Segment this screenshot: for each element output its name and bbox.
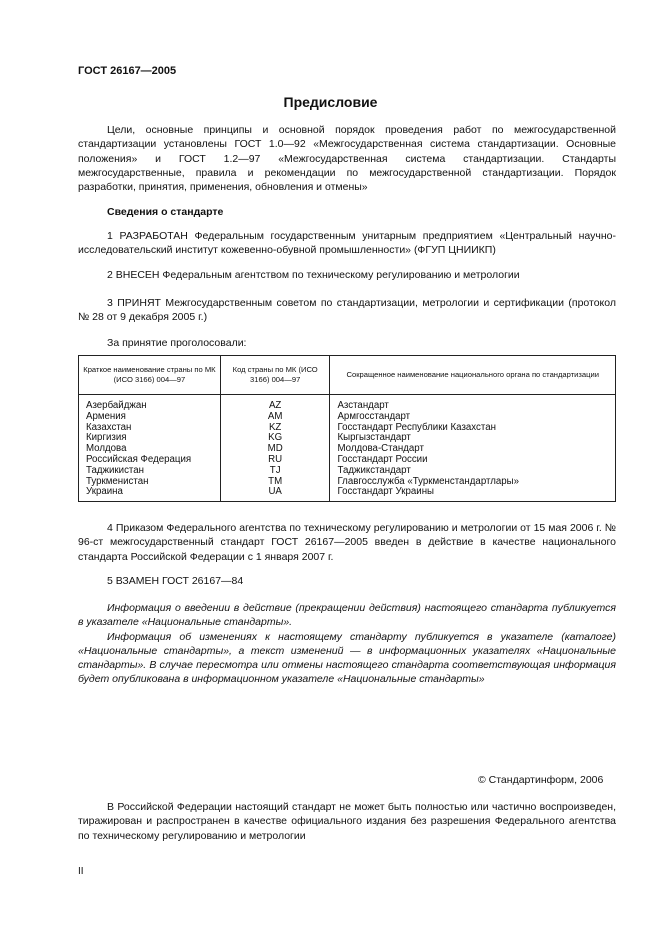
- item-4-text: 4 Приказом Федерального агентства по техническому регулированию и метрологии от 15 мая 2006 г. № 96-ст межгосударственный стандарт ГОСТ 26167—2005 введен в действие в качестве национального стандарта Российской Федерации с 1 января 2007 г.: [78, 522, 616, 563]
- country-cell: Туркменистан: [79, 477, 221, 488]
- country-cell: Киргизия: [79, 433, 221, 444]
- copyright-line: © Стандартинформ, 2006: [478, 774, 604, 786]
- country-cell: Таджикистан: [79, 466, 221, 477]
- country-cell: Российская Федерация: [79, 455, 221, 466]
- country-cell: Молдова: [79, 444, 221, 455]
- code-cell: AM: [220, 412, 330, 423]
- body-cell: Госстандарт России: [330, 455, 616, 466]
- body-cell: Таджикстандарт: [330, 466, 616, 477]
- country-cell: Армения: [79, 412, 221, 423]
- code-cell: TM: [220, 477, 330, 488]
- rights-paragraph: [78, 800, 616, 843]
- document-header: ГОСТ 26167—2005: [78, 65, 177, 77]
- code-cell: RU: [220, 455, 330, 466]
- notice-1-text: Информация о введении в действие (прекращении действия) настоящего стандарта публикуется в указателе «Национальные стандарты».: [78, 602, 616, 629]
- code-cell: UA: [220, 487, 330, 501]
- body-cell: Госстандарт Республики Казахстан: [330, 423, 616, 434]
- code-cell: MD: [220, 444, 330, 455]
- item-4-paragraph: [78, 521, 616, 564]
- body-cell: Кыргызстандарт: [330, 433, 616, 444]
- body-cell: Азстандарт: [330, 395, 616, 412]
- body-cell: Главгосслужба «Туркменстандартлары»: [330, 477, 616, 488]
- body-cell: Армгосстандарт: [330, 412, 616, 423]
- body-cell: Молдова-Стандарт: [330, 444, 616, 455]
- code-cell: AZ: [220, 395, 330, 412]
- item-3-text: 3 ПРИНЯТ Межгосударственным советом по стандартизации, метрологии и сертификации (протокол № 28 от 9 декабря 2005 г.): [78, 297, 616, 324]
- item-3-paragraph: [78, 296, 616, 325]
- intro-text: Цели, основные принципы и основной порядок проведения работ по межгосударственной стандартизации установлены ГОСТ 1.0—92 «Межгосударственная система стандартизации. Основные положения» и ГОСТ 1.2—97 «Межгосударственная система стандартизации. Стандарты межгосударственные, правила и рекомендации по межгосударственной стандартизации. Порядок разработки, принятия, применения, обновления и отмены»: [78, 124, 616, 194]
- code-cell: KG: [220, 433, 330, 444]
- vote-label: За принятие проголосовали:: [107, 337, 247, 349]
- page-title: Предисловие: [283, 94, 378, 110]
- table-row: [79, 466, 616, 477]
- item-2-text: 2 ВНЕСЕН Федеральным агентством по техническому регулированию и метрологии: [107, 269, 520, 281]
- table-row: [79, 487, 616, 501]
- rights-text: В Российской Федерации настоящий стандарт не может быть полностью или частично воспроизведен, тиражирован и распространен в качестве официального издания без разрешения Федерального агентства по техническому регулированию и метрологии: [78, 801, 616, 842]
- code-cell: TJ: [220, 466, 330, 477]
- code-cell: KZ: [220, 423, 330, 434]
- notice-2-text: Информация об изменениях к настоящему стандарту публикуется в указателе (каталоге) «Национальные стандарты», а текст изменений — в информационных указателях «Национальные стандарты». В случае пересмотра или отмены настоящего стандарта соответствующая информация будет опубликована в информационном указателе «Национальные стандарты»: [78, 630, 616, 686]
- header-country: Краткое наименование страны по МК (ИСО 3166) 004—97: [79, 356, 221, 395]
- info-heading: Сведения о стандарте: [107, 206, 224, 218]
- item-1-paragraph: [78, 229, 616, 258]
- intro-paragraph: [78, 123, 616, 194]
- body-cell: Госстандарт Украины: [330, 487, 616, 501]
- header-body: Сокращенное наименование национального органа по стандартизации: [330, 356, 616, 395]
- table-row: [79, 395, 616, 412]
- item-1-text: 1 РАЗРАБОТАН Федеральным государственным унитарным предприятием «Центральный научно-исследовательский институт кожевенно-обувной промышленности» (ФГУП ЦНИИКП): [78, 230, 616, 257]
- item-5-text: 5 ВЗАМЕН ГОСТ 26167—84: [107, 575, 244, 587]
- header-code: Код страны по МК (ИСО 3166) 004—97: [220, 356, 330, 395]
- voting-table: [78, 355, 616, 502]
- table-header-row: [79, 356, 616, 395]
- page-number: II: [78, 866, 84, 877]
- country-cell: Казахстан: [79, 423, 221, 434]
- table-row: [79, 412, 616, 423]
- country-cell: Азербайджан: [79, 395, 221, 412]
- item-5-paragraph: [78, 574, 616, 588]
- item-2-paragraph: [78, 268, 616, 282]
- country-cell: Украина: [79, 487, 221, 501]
- notice-block: [78, 601, 616, 687]
